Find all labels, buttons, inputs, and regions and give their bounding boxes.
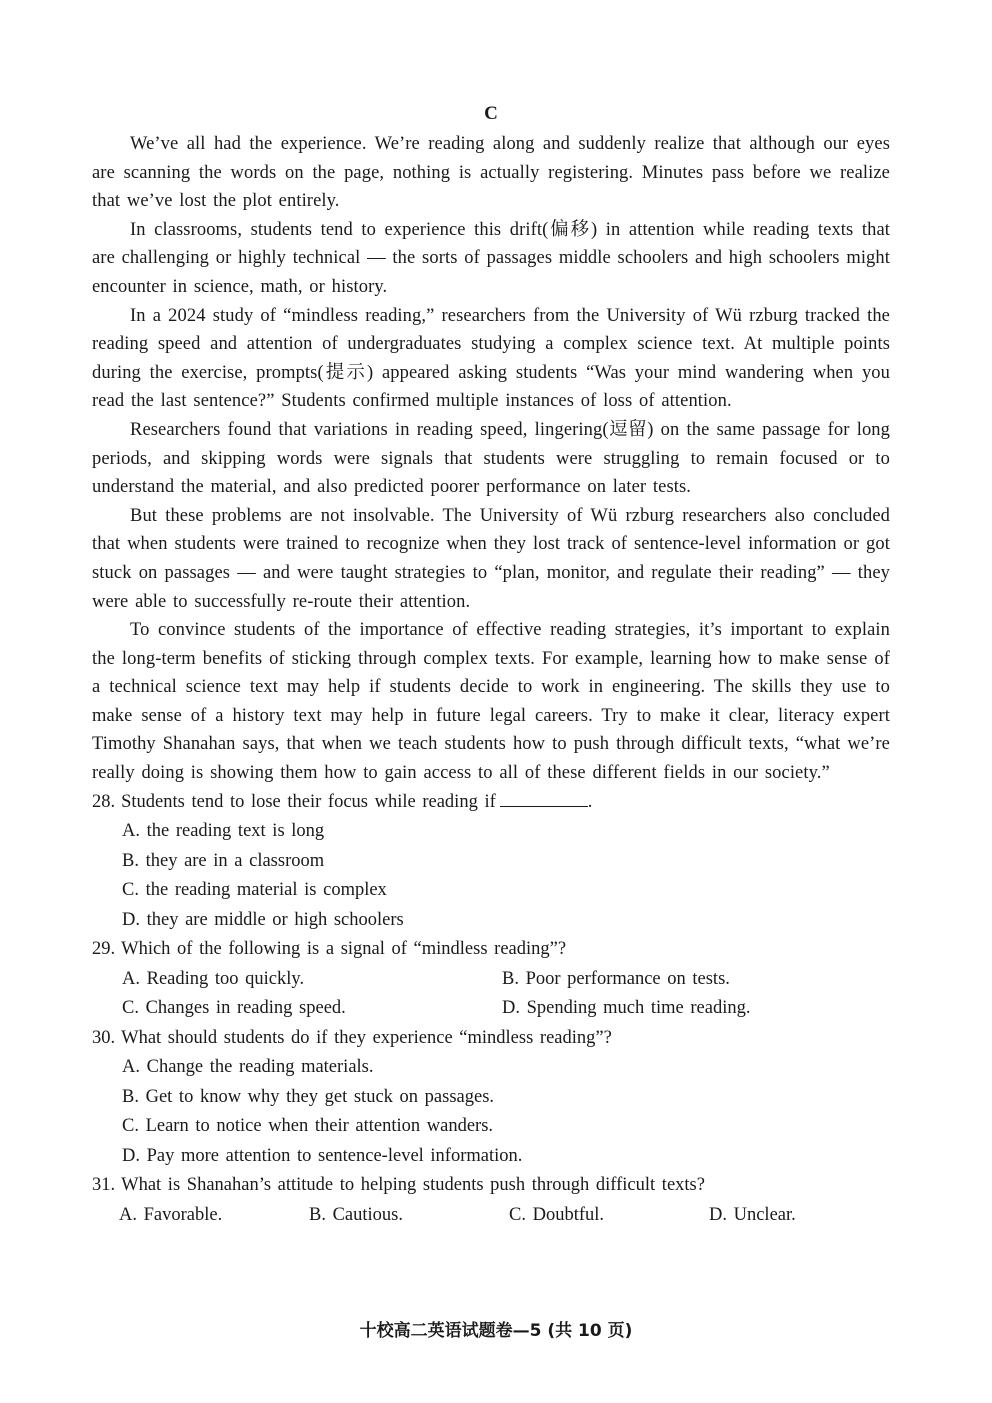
option-d: D. Pay more attention to sentence-level information. bbox=[122, 1145, 523, 1166]
passage-paragraph-2: In classrooms, students tend to experience this drift(偏移) in attention while reading texts that are challenging or highly technical — the sorts of passages middle schoolers and high schoolers might encounter in science, math, or history. bbox=[92, 219, 890, 297]
option-b: B. Poor performance on tests. bbox=[502, 968, 730, 989]
option-a: A. Reading too quickly. bbox=[122, 968, 305, 989]
page-footer: 十校高二英语试题卷—5 (共 10 页) bbox=[359, 1321, 633, 1341]
question-stem bbox=[92, 788, 890, 818]
question-stem bbox=[92, 1171, 890, 1201]
question-number: 29. bbox=[92, 939, 116, 960]
question-number: 30. bbox=[92, 1027, 116, 1048]
option-d: D. they are middle or high schoolers bbox=[122, 909, 404, 930]
passage-paragraph-4: Researchers found that variations in reading speed, lingering(逗留) on the same passage for long periods, and skipping words were signals that students were struggling to remain focused or to understand the material, and also predicted poorer performance on later tests. bbox=[92, 419, 890, 498]
question-number: 31. bbox=[92, 1175, 116, 1196]
option-b: B. Get to know why they get stuck on passages. bbox=[122, 1086, 495, 1107]
options-list bbox=[92, 817, 890, 935]
question-29 bbox=[92, 935, 890, 1024]
option-a: A. Change the reading materials. bbox=[122, 1057, 374, 1078]
options-list bbox=[92, 965, 890, 1024]
passage-paragraph-6: To convince students of the importance of effective reading strategies, it’s important to explain the long-term benefits of sticking through complex texts. For example, learning how to make sense of a technical science text may help if students decide to work in engineering. The skills they use to make sense of a history text may help in future legal careers. Try to make it clear, literacy expert Timothy Shanahan says, that when we teach students how to push through difficult texts, “what we’re really doing is showing them how to gain access to all of these different fields in our society.” bbox=[92, 620, 890, 784]
question-number: 28. bbox=[92, 791, 116, 812]
option-c: C. Learn to notice when their attention wanders. bbox=[122, 1116, 494, 1137]
question-text: What is Shanahan’s attitude to helping students push through difficult texts? bbox=[121, 1175, 705, 1196]
exam-page bbox=[92, 100, 890, 1230]
question-stem bbox=[92, 1024, 890, 1054]
option-c: C. Doubtful. bbox=[509, 1204, 605, 1225]
option-d: D. Unclear. bbox=[709, 1204, 796, 1225]
option-c: C. the reading material is complex bbox=[122, 880, 387, 901]
passage-paragraph-1: We’ve all had the experience. We’re reading along and suddenly realize that although our eyes are scanning the words on the page, nothing is actually registering. Minutes pass before we realize that we’ve lost the plot entirely. bbox=[92, 134, 890, 212]
options-list bbox=[92, 1053, 890, 1171]
question-stem bbox=[92, 935, 890, 965]
option-a: A. Favorable. bbox=[119, 1204, 223, 1225]
question-31 bbox=[92, 1171, 890, 1230]
passage-paragraph-3: In a 2024 study of “mindless reading,” researchers from the University of Wü rzburg tracked the reading speed and attention of undergraduates studying a complex science text. At multiple points during the exercise, prompts(提示) appeared asking students “Was your mind wandering when you read the last sentence?” Students confirmed multiple instances of loss of attention. bbox=[92, 305, 890, 412]
option-a: A. the reading text is long bbox=[122, 821, 325, 842]
reading-passage bbox=[92, 130, 890, 788]
section-label: C bbox=[484, 103, 498, 124]
question-text-end: . bbox=[587, 791, 593, 812]
option-c: C. Changes in reading speed. bbox=[122, 998, 346, 1019]
question-text: Which of the following is a signal of “mindless reading”? bbox=[121, 939, 567, 960]
question-text: What should students do if they experience “mindless reading”? bbox=[121, 1027, 612, 1048]
answer-blank bbox=[500, 790, 588, 807]
question-30 bbox=[92, 1024, 890, 1172]
question-text: Students tend to lose their focus while reading if bbox=[121, 791, 496, 812]
options-list bbox=[92, 1201, 890, 1231]
option-d: D. Spending much time reading. bbox=[502, 998, 751, 1019]
option-b: B. Cautious. bbox=[309, 1204, 403, 1225]
question-28 bbox=[92, 788, 890, 936]
option-b: B. they are in a classroom bbox=[122, 850, 325, 871]
passage-paragraph-5: But these problems are not insolvable. The University of Wü rzburg researchers also concluded that when students were trained to recognize when they lost track of sentence-level information or got stuck on passages — and were taught strategies to “plan, monitor, and regulate their reading” — they were able to successfully re-route their attention. bbox=[92, 505, 890, 612]
